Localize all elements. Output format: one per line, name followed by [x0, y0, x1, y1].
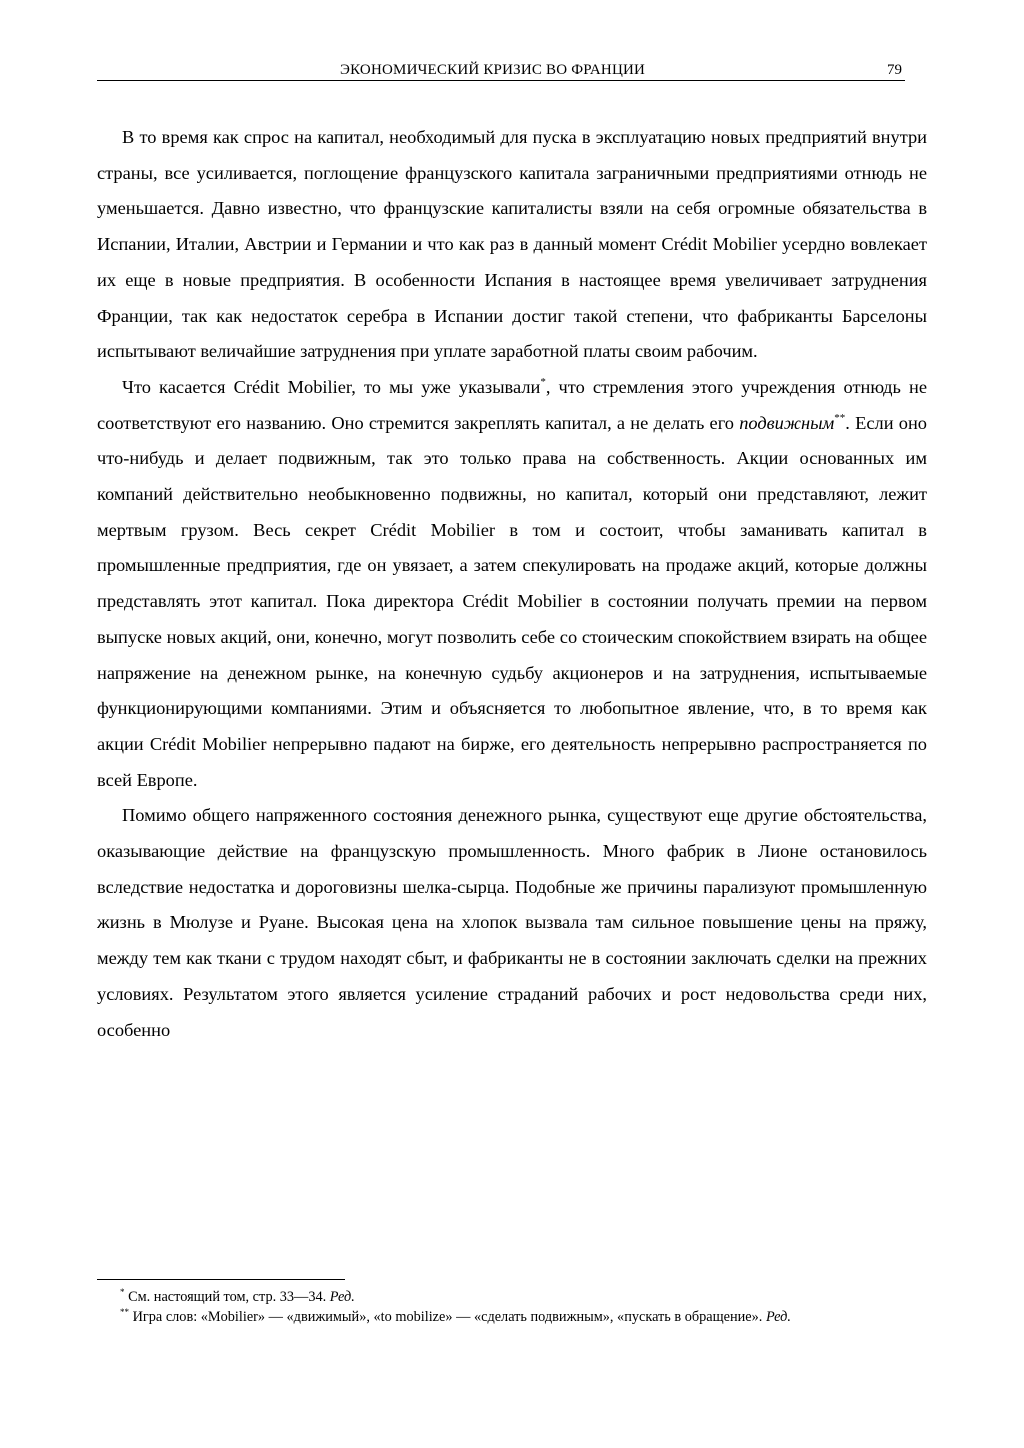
header-title: ЭКОНОМИЧЕСКИЙ КРИЗИС ВО ФРАНЦИИ	[340, 62, 646, 78]
footnote-1-mark: *	[120, 1287, 125, 1297]
footnote-1	[97, 1287, 927, 1307]
footnotes	[97, 1287, 927, 1327]
main-text	[97, 120, 927, 1048]
footnote-2-editor: Ред.	[765, 1309, 791, 1325]
paragraph-3: Помимо общего напряженного состояния денежного рынка, существуют еще другие обстоятельства, оказывающие действие на французскую промышленность. Много фабрик в Лионе остановилось вследствие недостатка и дороговизны шелка-сырца. Подобные же причины парализуют промышленную жизнь в Мюлузе и Руане. Высокая цена на хлопок вызвала там сильное повышение цены на пряжу, между тем как ткани с трудом находят сбыт, и фабриканты не в состоянии заключать сделки на прежних условиях. Результатом этого является усиление страданий рабочих и рост недовольства среди них, особенно	[97, 805, 927, 1040]
footnote-2-text: Игра слов: «Mobilier» — «движимый», «to mobilize» — «сделать подвижным», «пускать в обращение».	[129, 1309, 766, 1325]
paragraph-2	[97, 370, 927, 798]
paragraph-2-part-b: , что стремления этого учреждения отнюдь не соответствуют его названию. Оно стремится закреплять капитал, а не делать его	[97, 376, 927, 433]
running-header	[97, 58, 905, 81]
paragraph-2-part-a: Что касается Crédit Mobilier, то мы уже указывали	[122, 376, 541, 397]
footnote-ref-1[interactable]: *	[540, 375, 546, 388]
page-number: 79	[887, 62, 902, 78]
footnote-1-text: См. настоящий том, стр. 33—34.	[124, 1289, 330, 1305]
paragraph-2-part-c: . Если оно что-нибудь и делает подвижным, так это только права на собственность. Акции основанных им компаний действительно необыкновенно подвижны, но капитал, который они представляют, лежит мертвым грузом. Весь секрет Crédit Mobilier в том и состоит, чтобы заманивать капитал в промышленные предприятия, где он увязает, а затем спекулировать на продаже акций, которые должны представлять этот капитал. Пока директора Crédit Mobilier в состоянии получать премии на первом выпуске новых акций, они, конечно, могут позволить себе со стоическим спокойствием взирать на общее напряжение на денежном рынке, на конечную судьбу акционеров и на затруднения, испытываемые функционирующими компаниями. Этим и объясняется то любопытное явление, что, в то время как акции Crédit Mobilier непрерывно падают на бирже, его деятельность непрерывно распространяется по всей Европе.	[97, 412, 927, 790]
footnote-2-mark: **	[120, 1307, 129, 1317]
emphasis-word: подвижным	[739, 412, 835, 433]
footnote-ref-2[interactable]: **	[834, 411, 846, 424]
footnote-divider	[97, 1279, 345, 1280]
footnote-1-editor: Ред.	[329, 1289, 355, 1305]
footnote-2	[97, 1307, 927, 1327]
paragraph-1: В то время как спрос на капитал, необходимый для пуска в эксплуатацию новых предприятий внутри страны, все усиливается, поглощение французского капитала заграничными предприятиями отнюдь не уменьшается. Давно известно, что французские капиталисты взяли на себя огромные обязательства в Испании, Италии, Австрии и Германии и что как раз в данный момент Crédit Mobilier усердно вовлекает их еще в новые предприятия. В особенности Испания в настоящее время увеличивает затруднения Франции, так как недостаток серебра в Испании достиг такой степени, что фабриканты Барселоны испытывают величайшие затруднения при уплате заработной платы своим рабочим.	[97, 127, 927, 362]
